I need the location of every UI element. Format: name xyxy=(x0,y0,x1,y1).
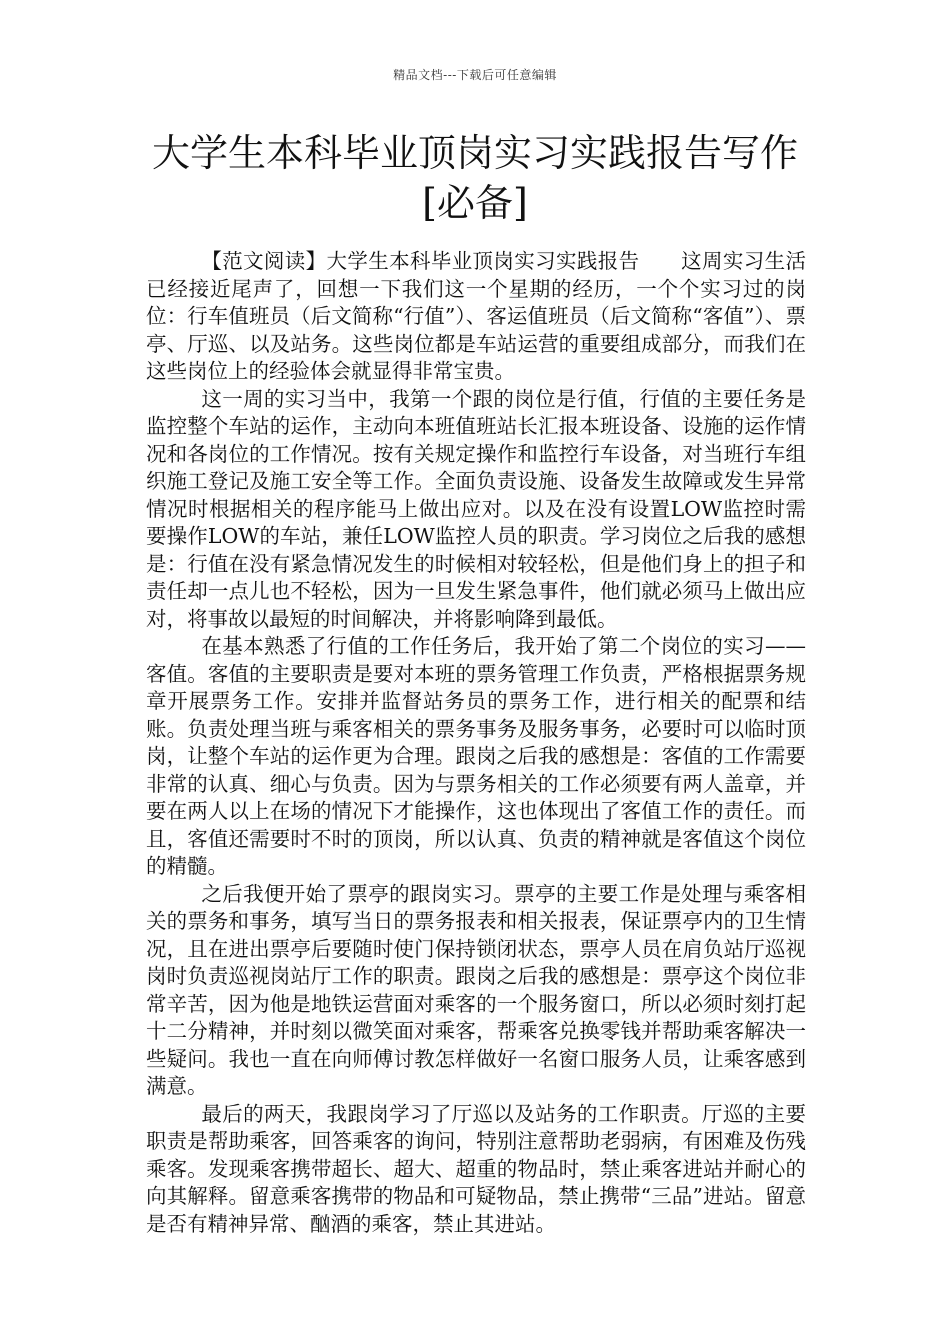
paragraph-kezhi: 在基本熟悉了行值的工作任务后，我开始了第二个岗位的实习——客值。客值的主要职责是要对本班的票务管理工作负责，严格根据票务规章开展票务工作。安排并监督站务员的票务工作，进行相关的配票和结账。负责处理当班与乘客相关的票务事务及服务事务，必要时可以临时顶岗，让整个车站的运作更为合理。跟岗之后我的感想是：客值的工作需要非常的认真、细心与负责。因为与票务相关的工作必须要有两人盖章，并要在两人以上在场的情况下才能操作，这也体现出了客值工作的责任。而且，客值还需要时不时的顶岗，所以认真、负责的精神就是客值这个岗位的精髓。 xyxy=(146,634,806,878)
paragraph-tingxun: 最后的两天，我跟岗学习了厅巡以及站务的工作职责。厅巡的主要职责是帮助乘客，回答乘客的询问，特别注意帮助老弱病，有困难及伤残乘客。发现乘客携带超长、超大、超重的物品时，禁止乘客进站并耐心的向其解释。留意乘客携带的物品和可疑物品，禁止携带“三品”进站。留意是否有精神异常、酗酒的乘客，禁止其进站。 xyxy=(146,1101,806,1236)
paragraph-intro: 【范文阅读】大学生本科毕业顶岗实习实践报告 这周实习生活已经接近尾声了，回想一下我们这一个星期的经历，一个个实习过的岗位：行车值班员（后文简称“行值”）、客运值班员（后文简称“客值”）、票亭、厅巡、以及站务。这些岗位都是车站运营的重要组成部分，而我们在这些岗位上的经验体会就显得非常宝贵。 xyxy=(146,249,806,383)
paragraph-xingzhi: 这一周的实习当中，我第一个跟的岗位是行值，行值的主要任务是监控整个车站的运作，主动向本班值班站长汇报本班设备、设施的运作情况和各岗位的工作情况。按有关规定操作和监控行车设备，对当班行车组织施工登记及施工安全等工作。全面负责设施、设备发生故障或发生异常情况时根据相关的程序能马上做出应对。以及在没有设置LOW监控时需要操作LOW的车站，兼任LOW监控人员的职责。学习岗位之后我的感想是：行值在没有紧急情况发生的时候相对较轻松，但是他们身上的担子和责任却一点儿也不轻松，因为一旦发生紧急事件，他们就必须马上做出应对，将事故以最短的时间解决，并将影响降到最低。 xyxy=(146,386,806,631)
document-title: 大学生本科毕业顶岗实习实践报告写作[必备] xyxy=(151,131,798,225)
header-note: 精品文档---下载后可任意编辑 xyxy=(393,68,557,82)
paragraph-piaoting: 之后我便开始了票亭的跟岗实习。票亭的主要工作是处理与乘客相关的票务和事务，填写当日的票务报表和相关报表，保证票亭内的卫生情况，且在进出票亭后要随时使门保持锁闭状态，票亭人员在肩负站厅巡视岗时负责巡视岗站厅工作的职责。跟岗之后我的感想是：票亭这个岗位非常辛苦，因为他是地铁运营面对乘客的一个服务窗口，所以必须时刻打起十二分精神，并时刻以微笑面对乘客，帮乘客兑换零钱并帮助乘客解决一些疑问。我也一直在向师傅讨教怎样做好一名窗口服务人员，让乘客感到满意。 xyxy=(146,881,806,1098)
document-body xyxy=(146,248,806,1238)
